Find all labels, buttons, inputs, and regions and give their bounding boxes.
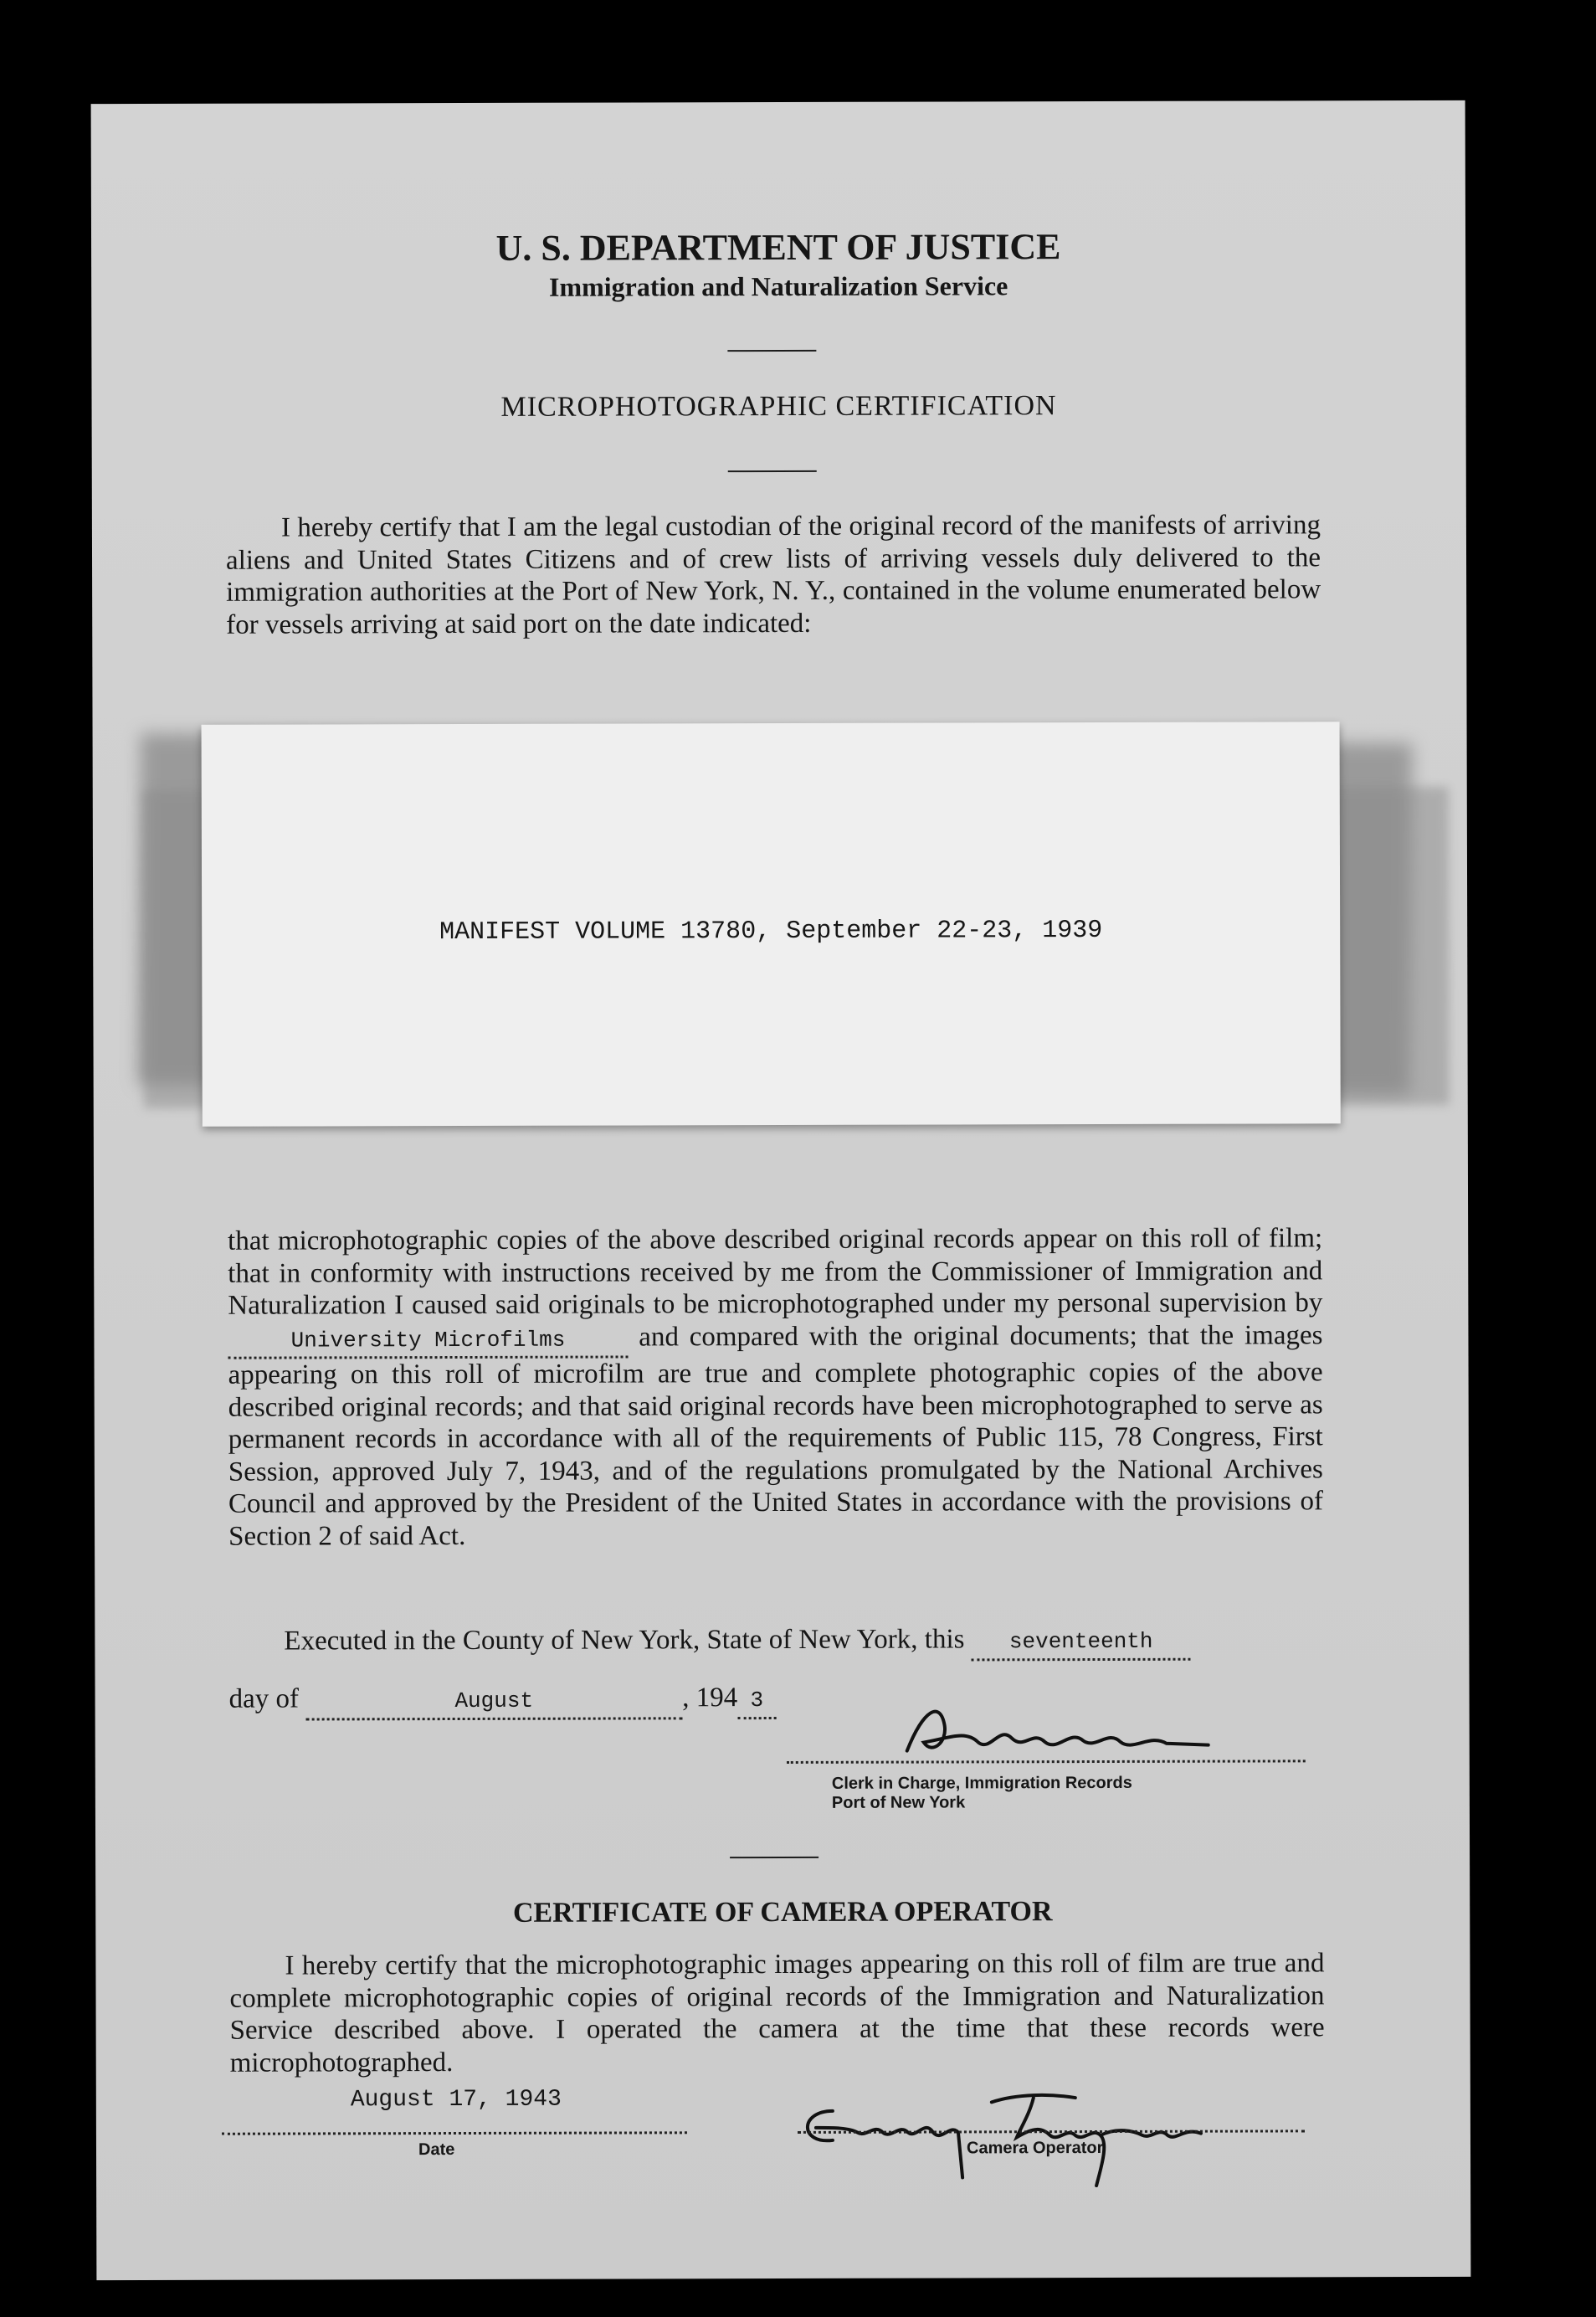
camera-operator-label: Camera Operator (966, 2138, 1104, 2158)
day-value: seventeenth (1008, 1628, 1153, 1655)
year-value: 3 (750, 1688, 764, 1713)
operator-date-value (222, 2084, 690, 2113)
clerk-title (832, 1773, 1267, 1812)
certification-body (228, 1222, 1323, 1552)
year-field (737, 1682, 776, 1719)
supervisor-value: University Microfilms (290, 1327, 566, 1354)
month-value: August (454, 1688, 534, 1714)
clerk-title-line2: Port of New York (831, 1793, 966, 1812)
date-signature-line (222, 2131, 687, 2135)
manifest-volume-label: MANIFEST VOLUME 13780, September 22-23, 1939 (439, 916, 1103, 948)
camera-operator-statement (229, 1947, 1324, 2078)
day-of-label: day of (228, 1683, 300, 1714)
month-field (305, 1682, 682, 1720)
camera-operator-text: I hereby certify that the microphotographic images appearing on this roll of film are true and complete microphotographic copies of original records of the Immigration and Naturalization Service described above. I operated the camera at the time that these records were microphotographed. (229, 1948, 1325, 2078)
supervisor-field (228, 1321, 628, 1359)
department-heading: U. S. DEPARTMENT OF JUSTICE (495, 226, 1061, 269)
clerk-signature (899, 1692, 1234, 1768)
certificate-page (91, 100, 1471, 2280)
service-subheading: Immigration and Naturalization Service (548, 270, 1008, 302)
custodian-statement (226, 509, 1321, 640)
custodian-statement-text: I hereby certify that I am the legal custodian of the original record of the manifests of arriving aliens and United States Citizens and of crew lists of arriving vessels duly delivered to the immigration authorities at the Port of New York, N. Y., contained in the volume enumerated below for vessels arriving at said port on the date indicated: (225, 510, 1321, 640)
executed-line (284, 1622, 1338, 1662)
date-line (229, 1681, 983, 1720)
volume-card (202, 722, 1341, 1127)
clerk-title-line1: Clerk in Charge, Immigration Records (831, 1773, 1132, 1793)
executed-text: Executed in the County of New York, State of New York, this (284, 1624, 965, 1657)
divider-rule (727, 350, 816, 352)
year-prefix: , 194 (682, 1683, 738, 1713)
day-field (972, 1623, 1191, 1661)
form-title: MICROPHOTOGRAPHIC CERTIFICATION (500, 390, 1057, 423)
date-label: Date (418, 2140, 455, 2160)
camera-operator-title: CERTIFICATE OF CAMERA OPERATOR (512, 1896, 1053, 1929)
divider-rule (730, 1857, 819, 1858)
body-text-part2: and compared with the original documents; that the images appearing on this roll of microfilm are true and complete photographic copies of the above described original records; and that said original records have been microphotographed to serve as permanent records in accordance with all of the requirements of Public 115, 78 Congress, First Session, approved July 7, 1943, and of the regulations promulgated by the National Archives Council and approved by the President of the United States in accordance with the provisions of Section 2 of said Act. (228, 1319, 1324, 1552)
divider-rule (728, 470, 817, 472)
operator-signature (783, 2077, 1218, 2195)
body-text-part1: that microphotographic copies of the above described original records appear on this roll of film; that in conformity with instructions received by me from the Commissioner of Immigration and Naturalization I caused said originals to be microphotographed under my personal supervision by (228, 1223, 1323, 1321)
date-value: August 17, 1943 (350, 2086, 562, 2114)
